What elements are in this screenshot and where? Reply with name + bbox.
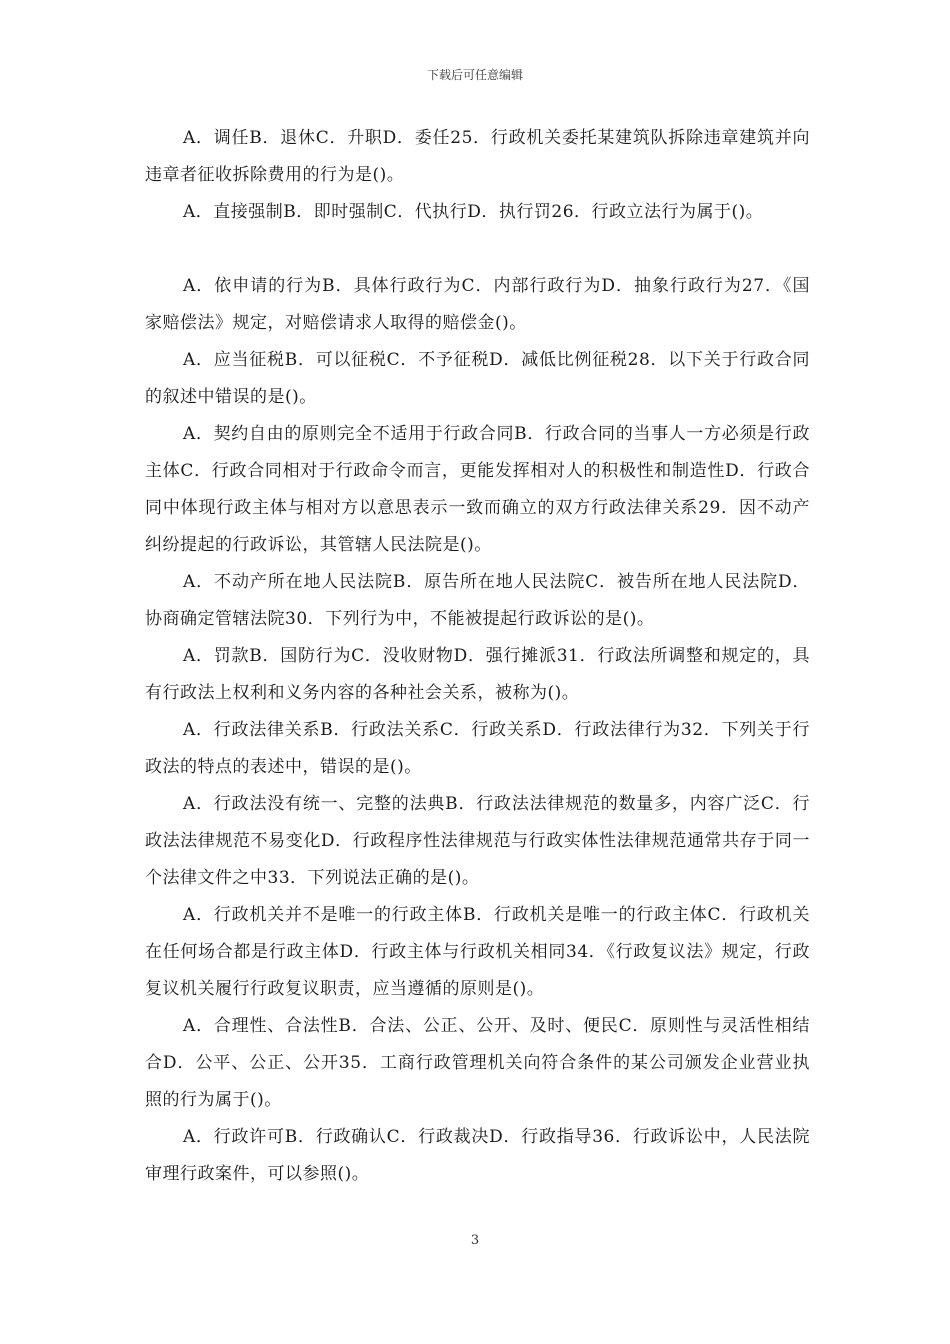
paragraph: A．罚款B．国防行为C．没收财物D．强行摊派31．行政法所调整和规定的，具有行政法上权利和义务内容的各种社会关系，被称为()。 (145, 646, 810, 703)
page-header: 下载后可任意编辑 (426, 68, 523, 82)
paragraph: A．直接强制B．即时强制C．代执行D．执行罚26．行政立法行为属于()。 (183, 202, 764, 222)
paragraph: A．不动产所在地人民法院B．原告所在地人民法院C．被告所在地人民法院D．协商确定管辖法院30．下列行为中，不能被提起行政诉讼的是()。 (145, 572, 810, 629)
paragraph: A．合理性、合法性B．合法、公正、公开、及时、便民C．原则性与灵活性相结合D．公平、公正、公开35．工商行政管理机关向符合条件的某公司颁发企业营业执照的行为属于()。 (145, 1016, 810, 1110)
paragraph: A．行政机关并不是唯一的行政主体B．行政机关是唯一的行政主体C．行政机关在任何场合都是行政主体D．行政主体与行政机关相同34．《行政复议法》规定，行政复议机关履行行政复议职责，应当遵循的原则是()。 (145, 905, 810, 999)
paragraph: A．行政法律关系B．行政法关系C．行政关系D．行政法律行为32．下列关于行政法的特点的表述中，错误的是()。 (145, 720, 810, 777)
paragraph: A．调任B．退休C．升职D．委任25．行政机关委托某建筑队拆除违章建筑并向违章者征收拆除费用的行为是()。 (145, 128, 810, 185)
document-body (145, 120, 810, 1193)
paragraph: A．应当征税B．可以征税C．不予征税D．减低比例征税28．以下关于行政合同的叙述中错误的是()。 (145, 350, 810, 407)
blank-line (145, 231, 810, 268)
paragraph: A．契约自由的原则完全不适用于行政合同B．行政合同的当事人一方必须是行政主体C．行政合同相对于行政命令而言，更能发挥相对人的积极性和制造性D．行政合同中体现行政主体与相对方以意思表示一致而确立的双方行政法律关系29．因不动产纠纷提起的行政诉讼，其管辖人民法院是()。 (145, 424, 810, 555)
paragraph: A．行政许可B．行政确认C．行政裁决D．行政指导36．行政诉讼中，人民法院审理行政案件，可以参照()。 (145, 1127, 810, 1184)
paragraph: A．依申请的行为B．具体行政行为C．内部行政行为D．抽象行政行为27．《国家赔偿法》规定，对赔偿请求人取得的赔偿金()。 (145, 276, 810, 333)
page-number: 3 (470, 1233, 480, 1248)
paragraph: A．行政法没有统一、完整的法典B．行政法法律规范的数量多，内容广泛C．行政法法律规范不易变化D．行政程序性法律规范与行政实体性法律规范通常共存于同一个法律文件之中33．下列说法正确的是()。 (145, 794, 810, 888)
